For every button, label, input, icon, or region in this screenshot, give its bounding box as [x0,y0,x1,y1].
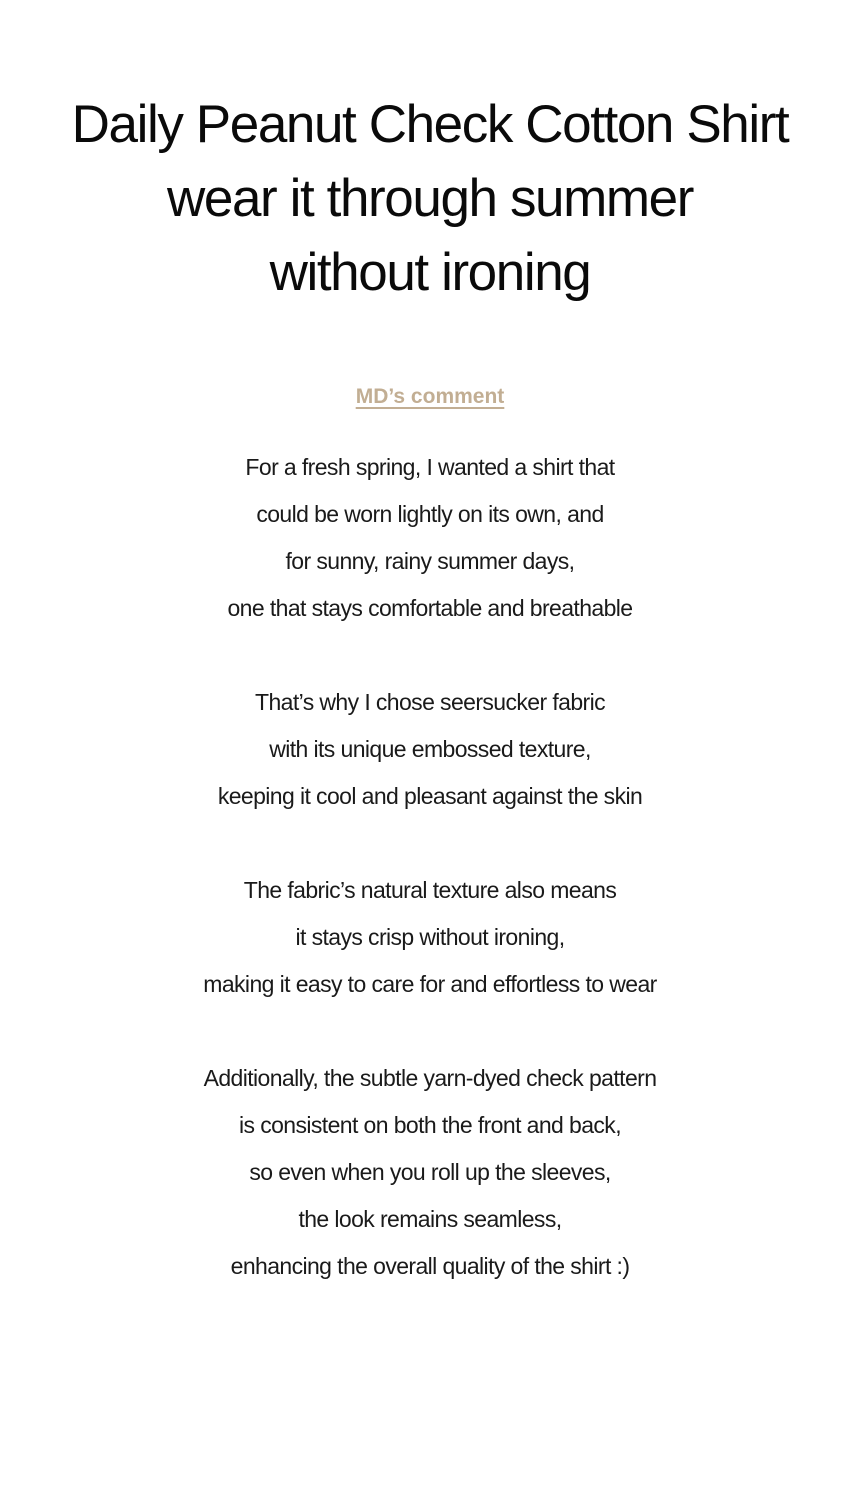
comment-line: with its unique embossed texture, [269,736,591,762]
headline-line: Daily Peanut Check Cotton Shirt [71,95,789,154]
comment-line: for sunny, rainy summer days, [285,548,575,574]
comment-line: keeping it cool and pleasant against the skin [217,783,643,809]
product-headline [0,88,860,310]
comment-line: the look remains seamless, [298,1206,562,1232]
comment-paragraph [0,444,860,632]
comment-line: one that stays comfortable and breathable [227,595,633,621]
md-comment-label: MD’s comment [355,385,505,408]
comment-line: it stays crisp without ironing, [295,924,565,950]
md-comment-heading [0,382,860,412]
comment-line: For a fresh spring, I wanted a shirt that [245,454,615,480]
comment-line: enhancing the overall quality of the shirt :) [230,1253,630,1279]
comment-line: That’s why I chose seersucker fabric [255,689,605,715]
comment-paragraph [0,679,860,820]
comment-line: so even when you roll up the sleeves, [249,1159,611,1185]
comment-line: could be worn lightly on its own, and [256,501,604,527]
comment-paragraph [0,1055,860,1290]
headline-line: without ironing [269,243,591,302]
headline-line: wear it through summer [167,169,693,228]
comment-line: The fabric’s natural texture also means [243,877,617,903]
md-comment-body [0,444,860,1290]
comment-line: Additionally, the subtle yarn-dyed check pattern [203,1065,657,1091]
comment-line: making it easy to care for and effortless to wear [203,971,657,997]
comment-paragraph [0,867,860,1008]
comment-line: is consistent on both the front and back, [239,1112,621,1138]
